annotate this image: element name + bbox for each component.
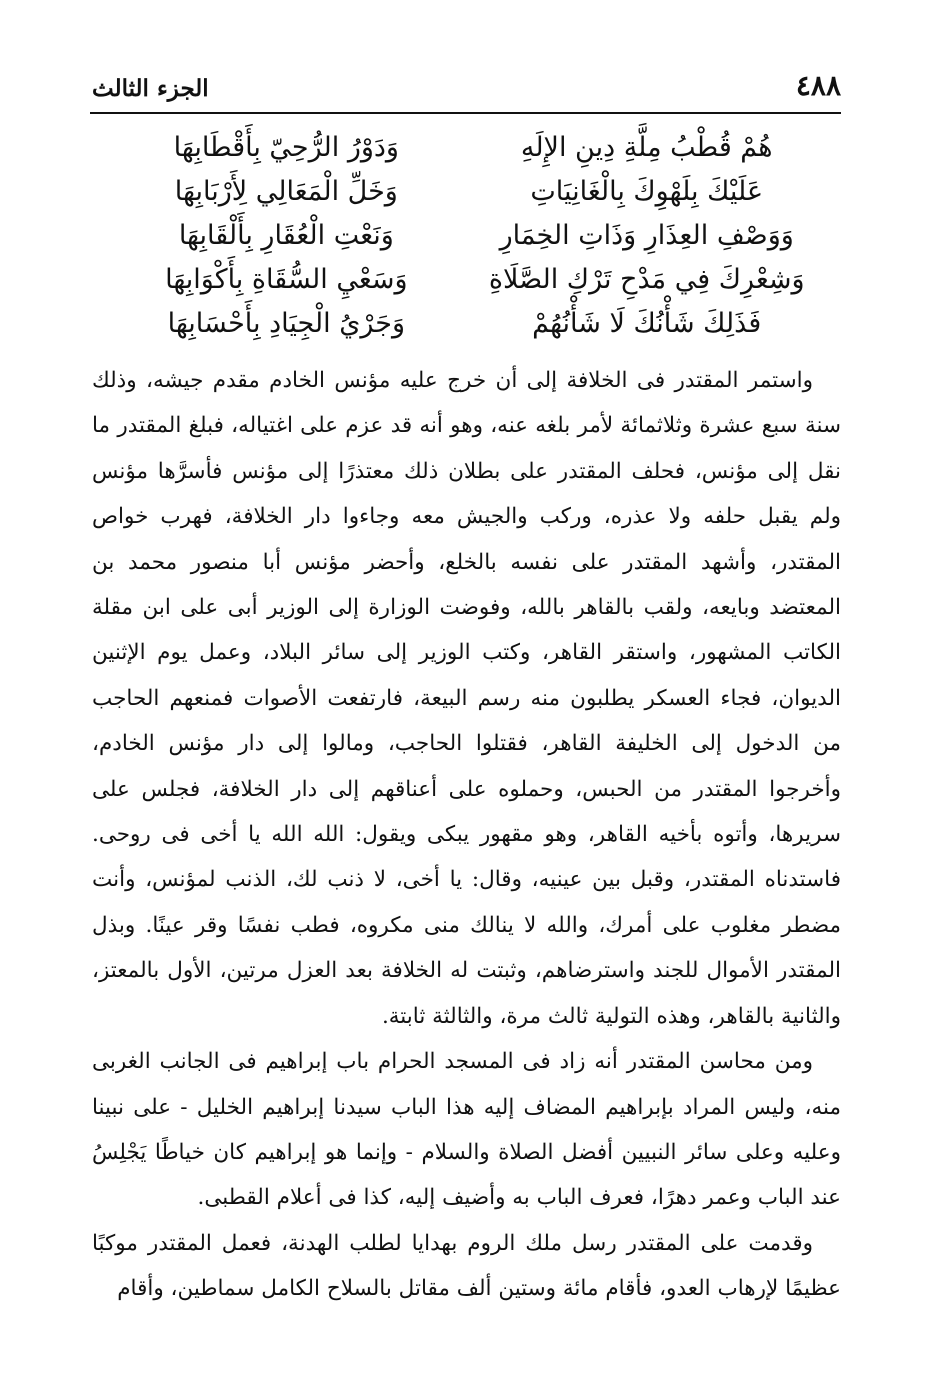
poem-verse <box>120 126 813 170</box>
page-number: ٤٨٨ <box>795 69 841 102</box>
page-header <box>92 62 841 102</box>
poem <box>120 126 813 346</box>
verse-first-hemistich: وَشِعْرِكَ فِي مَدْحِ تَرْكِ الصَّلَاةِ <box>488 264 805 295</box>
verse-second-hemistich: وَجَرْيُ الْجِيَادِ بِأَحْسَابِهَا <box>167 308 406 339</box>
verse-second-hemistich: وَخَلِّ الْمَعَالِي لِأَرْبَابِهَا <box>174 176 398 207</box>
running-title: الجزء الثالث <box>92 75 209 102</box>
body-text <box>92 358 841 1312</box>
verse-first-hemistich: هُمْ قُطْبُ مِلَّةِ دِينِ الإِلَهِ <box>520 132 773 163</box>
paragraph: ومن محاسن المقتدر أنه زاد فى المسجد الحرام باب إبراهيم فى الجانب الغربى منه، وليس المراد بإبراهيم المضاف إليه هذا الباب سيدنا إبراهيم الخليل - على نبينا وعليه وعلى سائر النبيين أفضل الصلاة والسلام - وإنما هو إبراهيم كان خياطًا يَجْلِسُ عند الباب وعمر دهرًا، فعرف الباب به وأضيف إليه، كذا فى أعلام القطبى. <box>92 1049 841 1211</box>
verse-first-hemistich: فَذَلِكَ شَأْنُكَ لَا شَأْنُهُمْ <box>532 308 762 339</box>
verse-second-hemistich: وَدَوْرُ الرُّحِيّ بِأَقْطَابِهَا <box>173 132 399 163</box>
poem-verse <box>120 258 813 302</box>
poem-verse <box>120 302 813 346</box>
header-rule <box>90 112 841 114</box>
verse-second-hemistich: وَنَعْتِ الْعُقَارِ بِأَلْقَابِهَا <box>178 220 394 251</box>
verse-first-hemistich: عَلَيْكَ بِلَهْوِكَ بِالْغَانِيَاتِ <box>530 176 764 207</box>
poem-verse <box>120 170 813 214</box>
paragraph: واستمر المقتدر فى الخلافة إلى أن خرج عليه مؤنس الخادم مقدم جيشه، وذلك سنة سبع عشرة وثلاثمائة لأمر بلغه عنه، وهو أنه قد عزم على اغتياله، فبلغ المقتدر ما نقل إلى مؤنس، فحلف المقتدر على بطلان ذلك معتذرًا إلى مؤنس فأسرَّها مؤنس ولم يقبل حلفه ولا عذره، وركب والجيش معه وجاءوا دار الخلافة، فهرب خواص المقتدر، وأشهد المقتدر على نفسه بالخلع، وأحضر مؤنس أبا منصور محمد بن المعتضد وبايعه، ولقب بالقاهر بالله، وفوضت الوزارة إلى الوزير أبى على ابن مقلة الكاتب المشهور، واستقر القاهر، وكتب الوزير إلى سائر البلاد، وعمل يوم الإثنين الديوان، فجاء العسكر يطلبون منه رسم البيعة، فارتفعت الأصوات فمنعهم الحاجب من الدخول إلى الخليفة القاهر، فقتلوا الحاجب، ومالوا إلى دار مؤنس الخادم، وأخرجوا المقتدر من الحبس، وحملوه على أعناقهم إلى دار الخلافة، فجلس على سريرها، وأتوه بأخيه القاهر، وهو مقهور يبكى ويقول: الله الله يا أخى فى روحى. فاستدناه المقتدر، وقبل بين عينيه، وقال: يا أخى، لا ذنب لك، الذنب لمؤنس، وأنت مضطر مغلوب على أمرك، والله لا ينالك منى مكروه، فطب نفسًا وقر عينًا. وبذل المقتدر الأموال للجند واسترضاهم، وثبتت له الخلافة بعد العزل مرتين، الأول بالمعتز، والثانية بالقاهر، وهذه التولية ثالث مرة، والثالثة ثابتة. <box>92 368 841 1029</box>
verse-first-hemistich: وَوَصْفِ العِذَارِ وَذَاتِ الخِمَارِ <box>499 220 794 251</box>
paragraph: وقدمت على المقتدر رسل ملك الروم بهدايا لطلب الهدنة، فعمل المقتدر موكبًا عظيمًا لإرهاب العدو، فأقام مائة وستين ألف مقاتل بالسلاح الكامل سماطين، وأقام <box>92 1230 841 1302</box>
verse-second-hemistich: وَسَعْيِ السُّقَاةِ بِأَكْوَابِهَا <box>165 264 408 295</box>
poem-verse <box>120 214 813 258</box>
